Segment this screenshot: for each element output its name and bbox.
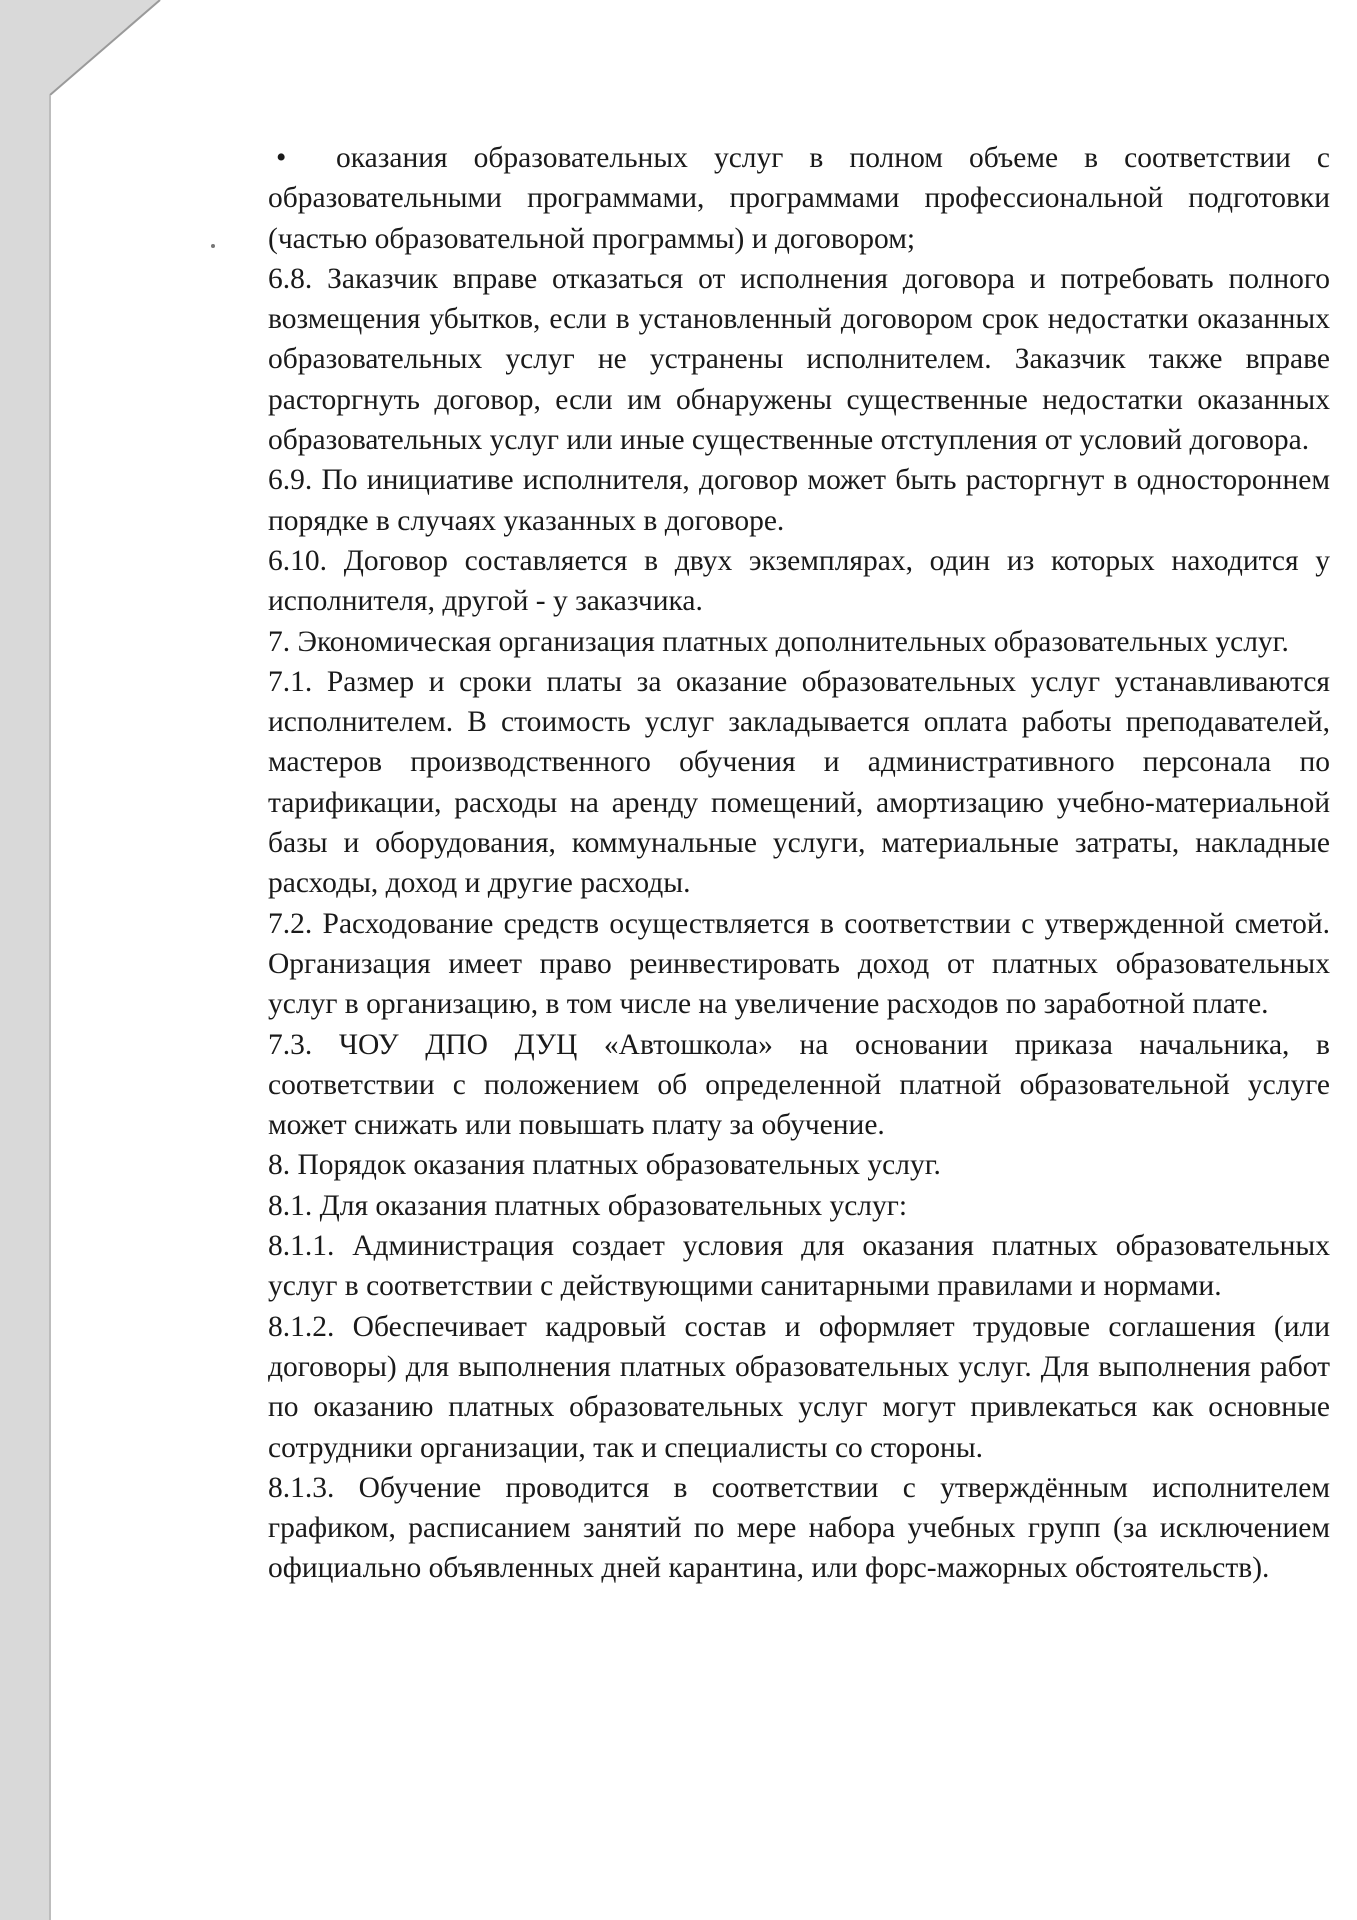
clause-6-9: 6.9. По инициативе исполнителя, договор может быть расторгнут в одностороннем порядке в случаях указанных в договоре. xyxy=(268,464,1330,537)
bullet-item xyxy=(268,138,1330,259)
section-7-heading: 7. Экономическая организация платных дополнительных образовательных услуг. xyxy=(268,625,1289,658)
clause-7-1: 7.1. Размер и сроки платы за оказание образовательных услуг устанавливаются исполнителем. В стоимость услуг закладывается оплата работы преподавателей, мастеров производственного обучения и административного персонала по тарификации, расходы на аренду помещений, амортизацию учебно-материальной базы и оборудования, коммунальные услуги, материальные затраты, накладные расходы, доход и другие расходы. xyxy=(268,665,1330,900)
clause-7-2: 7.2. Расходование средств осуществляется в соответствии с утвержденной сметой. Организация имеет право реинвестировать доход от платных образовательных услуг в организацию, в том числе на увеличение расходов по заработной плате. xyxy=(268,907,1330,1021)
document-body xyxy=(268,138,1330,1589)
bullet-symbol: • xyxy=(276,142,287,174)
clause-8-1: 8.1. Для оказания платных образовательных услуг: xyxy=(268,1189,908,1222)
clause-8-1-1: 8.1.1. Администрация создает условия для оказания платных образовательных услуг в соответствии с действующими санитарными правилами и нормами. xyxy=(268,1230,1330,1303)
clause-8-1-2: 8.1.2. Обеспечивает кадровый состав и оформляет трудовые соглашения (или договоры) для выполнения платных образовательных услуг. Для выполнения работ по оказанию платных образовательных услуг могут привлекаться как основные сотрудники организации, так и специалисты со стороны. xyxy=(268,1310,1330,1464)
section-8-heading: 8. Порядок оказания платных образовательных услуг. xyxy=(268,1149,941,1182)
bullet-text: оказания образовательных услуг в полном объеме в соответствии с образовательными программами, программами профессиональной подготовки (частью образовательной программы) и договором; xyxy=(268,142,1330,255)
clause-6-10: 6.10. Договор составляется в двух экземплярах, один из которых находится у исполнителя, другой - у заказчика. xyxy=(268,544,1330,618)
clause-6-8: 6.8. Заказчик вправе отказаться от исполнения договора и потребовать полного возмещения убытков, если в установленный договором срок недостатки оказанных образовательных услуг не устранены исполнителем. Заказчик также вправе расторгнуть договор, если им обнаружены существенные недостатки оказанных образовательных услуг или иные существенные отступления от условий договора. xyxy=(268,262,1330,457)
clause-8-1-3: 8.1.3. Обучение проводится в соответствии с утверждённым исполнителем графиком, расписанием занятий по мере набора учебных групп (за исключением официально объявленных дней карантина, или форс-мажорных обстоятельств). xyxy=(268,1471,1330,1585)
clause-7-3: 7.3. ЧОУ ДПО ДУЦ «Автошкола» на основании приказа начальника, в соответствии с положением об определенной платной образовательной услуге может снижать или повышать плату за обучение. xyxy=(268,1028,1330,1142)
